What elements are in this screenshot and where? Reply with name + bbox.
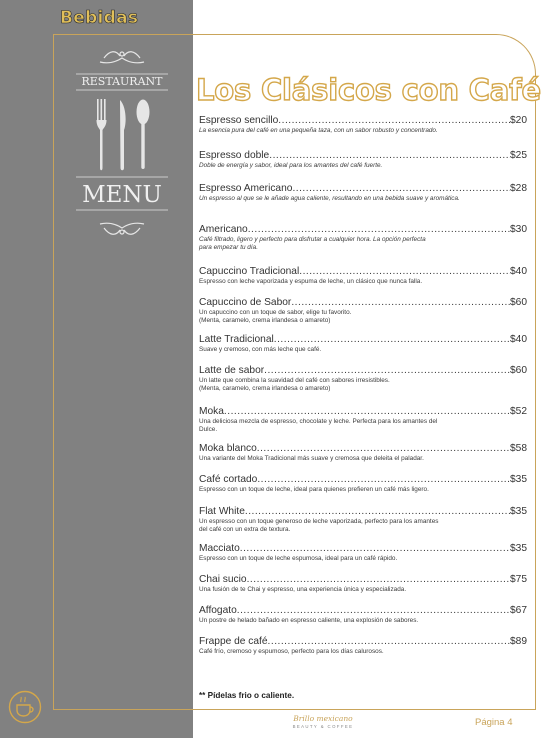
page-number: Página 4 <box>475 717 513 728</box>
menu-item-description: Doble de energía y sabor, ideal para los amantes del café fuerte. <box>199 162 383 169</box>
menu-item-leader-dots <box>268 636 510 647</box>
coffee-cup-icon <box>8 690 42 724</box>
menu-item-name: Moka <box>199 406 224 417</box>
menu-item-name: Frappe de café <box>199 636 268 647</box>
menu-item-row <box>199 365 527 376</box>
menu-item-description: Una variante del Moka Tradicional más suave y cremosa que deleita el paladar. <box>199 455 424 462</box>
menu-item <box>199 334 527 354</box>
page-heading: Bebidas <box>60 8 139 28</box>
menu-item-leader-dots <box>269 150 510 161</box>
menu-item <box>199 224 527 252</box>
menu-item <box>199 406 527 434</box>
menu-item-leader-dots <box>257 443 510 454</box>
menu-item-row <box>199 574 527 585</box>
menu-item-price: $35 <box>510 474 527 485</box>
menu-item <box>199 474 527 494</box>
menu-item-description: Café frío, cremoso y espumoso, perfecto para los días calurosos. <box>199 648 384 655</box>
menu-item-description: La esencia pura del café en una pequeña taza, con un sabor robusto y concentrado. <box>199 127 438 134</box>
menu-item-leader-dots <box>245 506 510 517</box>
menu-item-name: Flat White <box>199 506 245 517</box>
menu-item-name: Espresso Americano <box>199 183 293 194</box>
menu-item-row <box>199 443 527 454</box>
menu-item-name: Capuccino Tradicional <box>199 266 300 277</box>
menu-item-leader-dots <box>264 365 510 376</box>
menu-item-row <box>199 506 527 517</box>
menu-item-description: Espresso con un toque de leche, ideal para quienes prefieren un café más ligero. <box>199 486 429 493</box>
menu-item-description: Espresso con un toque de leche espumosa, ideal para un café rápido. <box>199 555 398 562</box>
menu-item-row <box>199 224 527 235</box>
menu-item-description: Una fusión de te Chai y espresso, una experiencia única y especializada. <box>199 586 407 593</box>
menu-item-leader-dots <box>299 266 510 277</box>
menu-item-price: $35 <box>510 543 527 554</box>
menu-item-description: Espresso con leche vaporizada y espuma de leche, un clásico que nunca falla. <box>199 278 423 285</box>
menu-item <box>199 150 527 170</box>
menu-item <box>199 266 527 286</box>
brand-logo <box>278 714 368 729</box>
menu-item-row <box>199 474 527 485</box>
menu-item-price: $28 <box>510 183 527 194</box>
brand-name: Brillo mexicano <box>293 714 353 723</box>
menu-item <box>199 115 527 135</box>
footnote: ** Pídelas frio o caliente. <box>199 691 295 700</box>
menu-item-description: Un capuccino con un toque de sabor, elige tu favorito. (Menta, caramelo, crema irlandesa o amareto) <box>199 309 352 324</box>
menu-item-name: Espresso doble <box>199 150 270 161</box>
menu-item <box>199 605 527 625</box>
menu-item <box>199 183 527 203</box>
menu-item-price: $30 <box>510 224 527 235</box>
menu-item-leader-dots <box>278 115 510 126</box>
menu-item-description: Un espresso al que se le añade agua caliente, resultando en una bebida suave y aromática. <box>199 195 460 202</box>
menu-item-price: $60 <box>510 365 527 376</box>
menu-item-price: $20 <box>510 115 527 126</box>
menu-item-leader-dots <box>257 474 510 485</box>
menu-item-leader-dots <box>247 574 510 585</box>
menu-item-row <box>199 605 527 616</box>
menu-item-price: $89 <box>510 636 527 647</box>
menu-item-price: $67 <box>510 605 527 616</box>
menu-item-price: $58 <box>510 443 527 454</box>
menu-item-leader-dots <box>248 224 510 235</box>
menu-item-name: Macciato <box>199 543 240 554</box>
menu-item-description: Un postre de helado bañado en espresso caliente, una explosión de sabores. <box>199 617 419 624</box>
menu-item-price: $75 <box>510 574 527 585</box>
menu-item-leader-dots <box>274 334 510 345</box>
menu-item-name: Americano <box>199 224 248 235</box>
menu-item-description: Un latte que combina la suavidad del café con sabores irresistibles. (Menta, caramelo, crema irlandesa o amareto) <box>199 377 390 392</box>
menu-item <box>199 443 527 463</box>
menu-item-price: $60 <box>510 297 527 308</box>
logo-bottom-text: MENU <box>82 182 162 208</box>
menu-item <box>199 297 527 325</box>
menu-item-leader-dots <box>237 605 510 616</box>
menu-item <box>199 636 527 656</box>
menu-item <box>199 574 527 594</box>
menu-item-description: Una deliciosa mezcla de espresso, chocolate y leche. Perfecta para los amantes del Dulce. <box>199 418 438 433</box>
menu-item-row <box>199 266 527 277</box>
menu-item-row <box>199 115 527 126</box>
menu-item-description: Café filtrado, ligero y perfecto para disfrutar a cualquier hora. La opción perfecta para empezar tu día. <box>199 236 426 251</box>
menu-item-price: $40 <box>510 334 527 345</box>
menu-item-row <box>199 183 527 194</box>
menu-item-row <box>199 297 527 308</box>
menu-item-leader-dots <box>224 406 510 417</box>
menu-item-row <box>199 334 527 345</box>
menu-item-price: $40 <box>510 266 527 277</box>
menu-item-leader-dots <box>240 543 510 554</box>
menu-item-name: Latte de sabor <box>199 365 265 376</box>
menu-item-leader-dots <box>292 183 510 194</box>
menu-item-row <box>199 636 527 647</box>
menu-item-name: Capuccino de Sabor <box>199 297 292 308</box>
menu-item-price: $35 <box>510 506 527 517</box>
menu-item-name: Espresso sencillo <box>199 115 279 126</box>
menu-item-description: Un espresso con un toque generoso de leche vaporizada, perfecto para los amantes del café con un extra de textura. <box>199 518 439 533</box>
menu-item-name: Affogato <box>199 605 237 616</box>
menu-item-name: Café cortado <box>199 474 258 485</box>
menu-item-row <box>199 406 527 417</box>
page-frame-left-line <box>53 34 54 710</box>
menu-item-price: $25 <box>510 150 527 161</box>
menu-item-row <box>199 543 527 554</box>
menu-item-name: Moka blanco <box>199 443 257 454</box>
menu-item <box>199 365 527 393</box>
restaurant-menu-logo <box>72 44 172 244</box>
menu-item-leader-dots <box>291 297 510 308</box>
menu-item-name: Chai sucio <box>199 574 247 585</box>
brand-subtitle: BEAUTY & COFFEE <box>292 724 354 729</box>
menu-item-name: Latte Tradicional <box>199 334 274 345</box>
menu-item-price: $52 <box>510 406 527 417</box>
menu-item <box>199 506 527 534</box>
logo-top-text: RESTAURANT <box>81 75 163 88</box>
menu-item-description: Suave y cremoso, con más leche que café. <box>199 346 322 353</box>
menu-item-row <box>199 150 527 161</box>
menu-item <box>199 543 527 563</box>
section-title: Los Clásicos con Café <box>196 73 542 107</box>
